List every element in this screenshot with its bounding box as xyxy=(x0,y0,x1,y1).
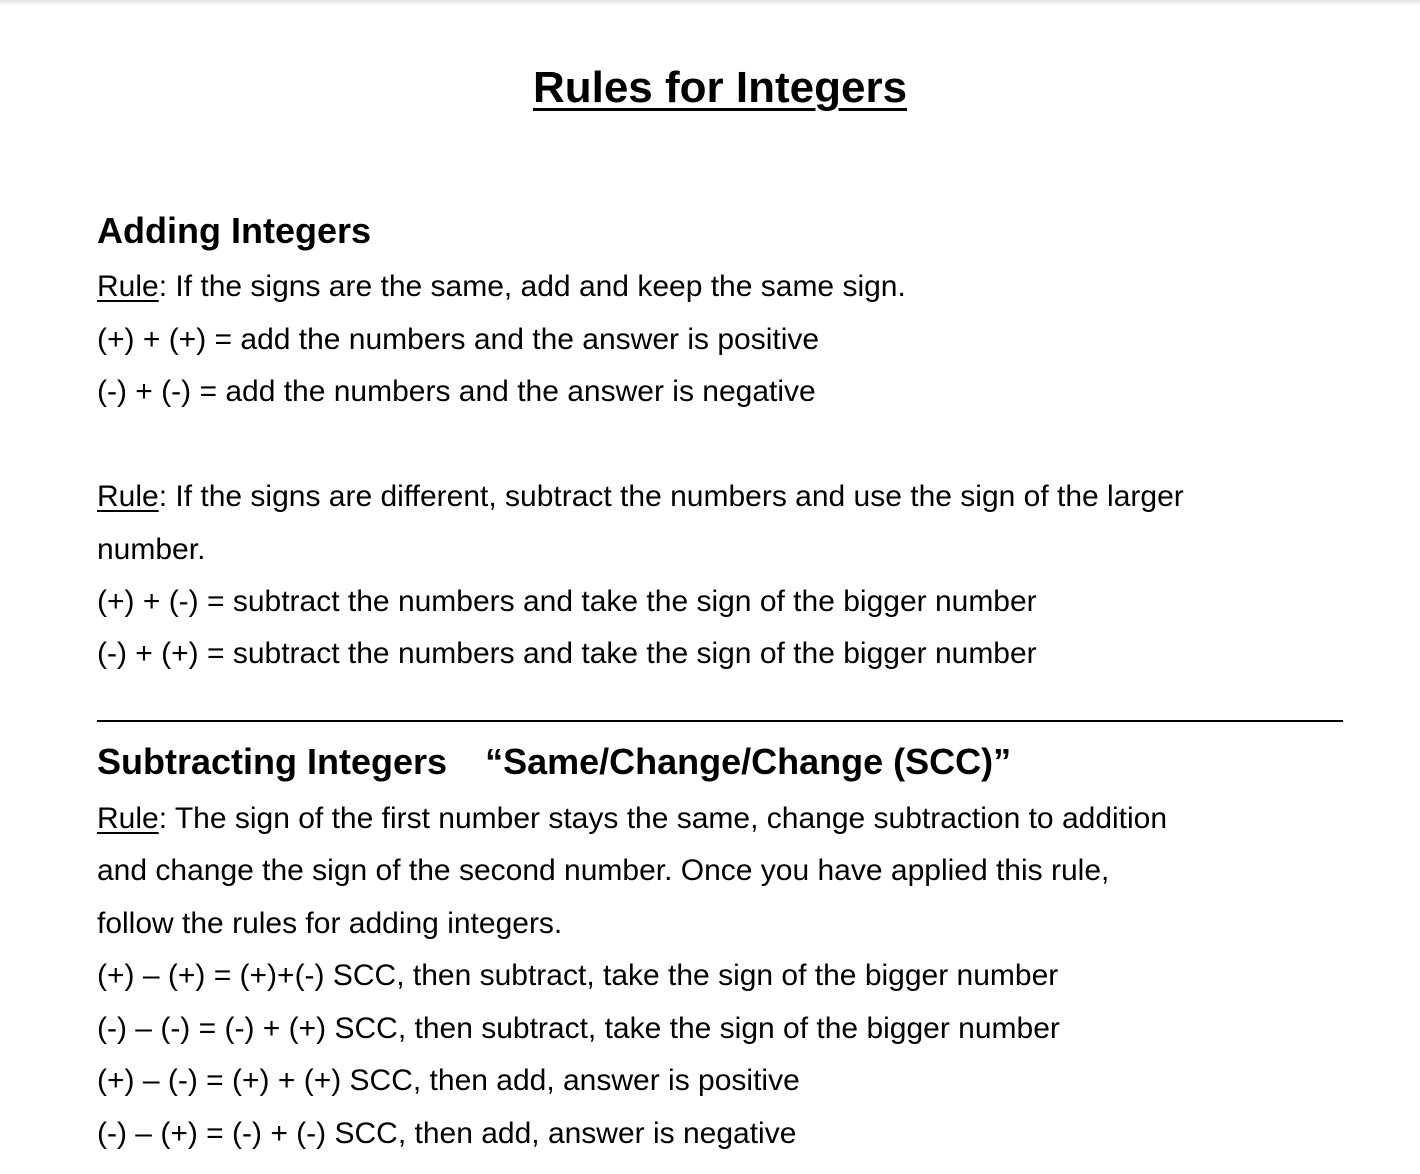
rule-text: : The sign of the first number stays the same, change subtraction to addition xyxy=(158,802,1168,835)
adding-heading: Adding Integers xyxy=(97,210,372,251)
subtracting-heading xyxy=(97,736,1011,788)
page-top-edge xyxy=(0,0,1420,6)
adding-example-1: (+) + (+) = add the numbers and the answer is positive xyxy=(97,323,820,356)
adding-rule-1 xyxy=(97,261,906,313)
rule-label: Rule xyxy=(97,802,159,835)
subtracting-rule-continued-2: follow the rules for adding integers. xyxy=(97,907,563,940)
adding-rule-2-continued: number. xyxy=(97,533,206,566)
subtracting-example-2: (-) – (-) = (-) + (+) SCC, then subtract, take the sign of the bigger number xyxy=(97,1012,1060,1045)
subtracting-heading-quote: “Same/Change/Change (SCC)” xyxy=(485,741,1012,782)
adding-example-2: (-) + (-) = add the numbers and the answer is negative xyxy=(97,375,816,408)
rule-text: : If the signs are the same, add and keep the same sign. xyxy=(158,270,906,303)
subtracting-example-3: (+) – (-) = (+) + (+) SCC, then add, answer is positive xyxy=(97,1064,800,1097)
subtracting-example-1: (+) – (+) = (+)+(-) SCC, then subtract, take the sign of the bigger number xyxy=(97,959,1059,992)
subtracting-rule-continued-1: and change the sign of the second number. Once you have applied this rule, xyxy=(97,854,1110,887)
rule-label: Rule xyxy=(97,270,159,303)
subtracting-heading-text: Subtracting Integers xyxy=(97,741,448,782)
subtracting-example-4: (-) – (+) = (-) + (-) SCC, then add, answer is negative xyxy=(97,1117,797,1150)
page-title: Rules for Integers xyxy=(532,63,908,112)
adding-rule-2 xyxy=(97,471,1184,523)
section-divider xyxy=(97,720,1343,722)
rule-label: Rule xyxy=(97,480,159,513)
adding-example-4: (-) + (+) = subtract the numbers and take the sign of the bigger number xyxy=(97,637,1037,670)
adding-example-3: (+) + (-) = subtract the numbers and take the sign of the bigger number xyxy=(97,585,1037,618)
rule-text: : If the signs are different, subtract the numbers and use the sign of the larger xyxy=(158,480,1184,513)
subtracting-rule xyxy=(97,793,1167,845)
